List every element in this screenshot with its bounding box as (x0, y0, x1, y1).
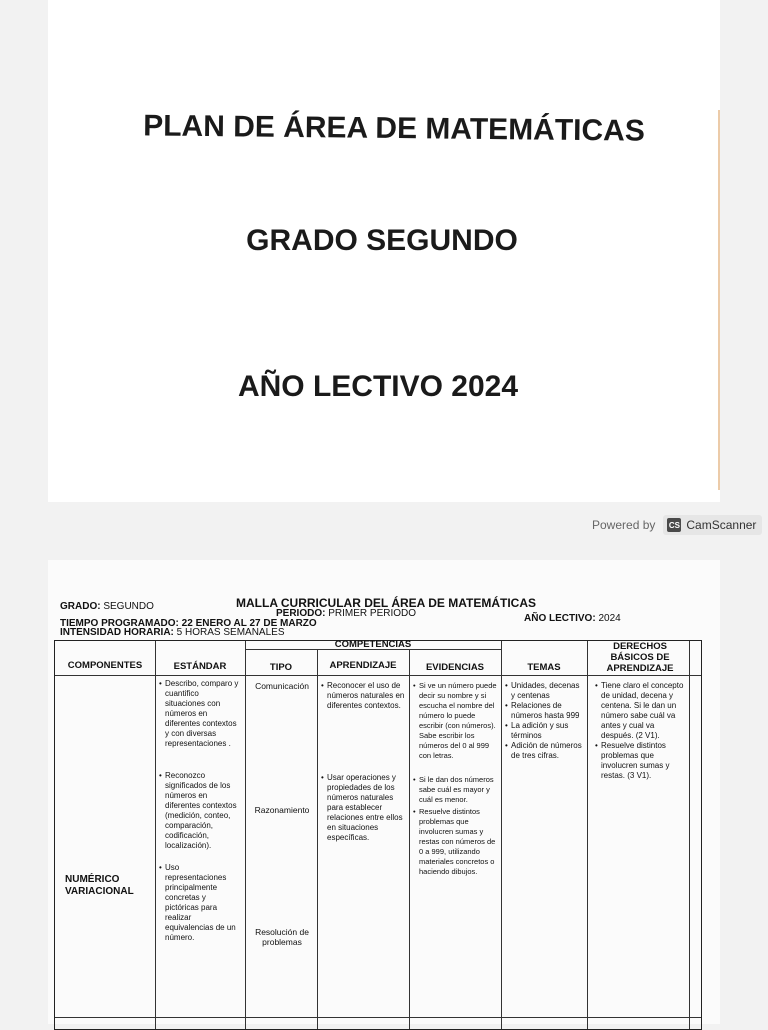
periodo-value: PRIMER PERIODO (328, 608, 417, 619)
header-componentes: COMPONENTES (67, 660, 143, 671)
col-divider (155, 641, 156, 1029)
tiempo-line: TIEMPO PROGRAMADO: 22 ENERO AL 27 DE MARZO (60, 618, 317, 629)
aprendizaje-text: Usar operaciones y propiedades de los números naturales para establecer relaciones entre ellos en situaciones específicas. (327, 773, 403, 842)
grado-label: GRADO: (60, 601, 101, 612)
list-item: • Resuelve distintos problemas que involucren sumas y restas con números de 0 a 999, utilizando materiales concretos o haciendo dibujos. (413, 807, 496, 876)
estandar-cell (159, 679, 241, 945)
temas-cell (505, 681, 585, 761)
curriculum-table (54, 640, 702, 1030)
dba-text: Tiene claro el concepto de unidad, decena y centena. Si le dan un número sabe cuál va antes y cual va después. (2 V1). (601, 681, 684, 740)
evidencias-cell (413, 681, 497, 879)
temas-text: Relaciones de números hasta 999 (511, 701, 580, 720)
header-competencias: COMPETENCIAS (334, 639, 412, 650)
tipo-resolucion: Resolución de problemas (255, 927, 309, 947)
ano-label: AÑO LECTIVO: (524, 613, 596, 624)
row-divider (55, 1017, 701, 1018)
camscanner-badge (663, 515, 762, 535)
estandar-text: Describo, comparo y cuantifico situaciones con números en diferentes contextos y con diversas representaciones . (165, 679, 239, 748)
componente-name: NUMÉRICO VARIACIONAL (65, 874, 134, 897)
camscanner-name: CamScanner (686, 518, 757, 532)
grado-value: SEGUNDO (103, 601, 154, 612)
header-evidencias: EVIDENCIAS (425, 662, 485, 673)
evidencias-text: Si ve un número puede decir su nombre y si escucha el nombre del número lo puede escribir (con números). Sabe escribir los números del 0 al 999 con letras. (419, 681, 497, 760)
list-item: • Describo, comparo y cuantifico situaciones con números en diferentes contextos y con diversas representaciones . (159, 679, 241, 749)
cover-title-area: PLAN DE ÁREA DE MATEMÁTICAS (143, 109, 645, 148)
list-item: • Reconozco significados de los números en diferentes contextos (medición, conteo, comparación, codificación, localización). (159, 771, 241, 851)
camscanner-watermark (592, 512, 762, 538)
powered-by-label: Powered by (592, 518, 656, 532)
list-item: • Uso representaciones principalmente concretas y pictóricas para realizar equivalencias de un número. (159, 863, 241, 943)
intensidad-label: INTENSIDAD HORARIA: (60, 627, 174, 638)
temas-text: Adición de números de tres cifras. (511, 741, 582, 760)
list-item: • Unidades, decenas y centenas (505, 681, 585, 701)
list-item: • Relaciones de números hasta 999 (505, 701, 585, 721)
header-temas: TEMAS (527, 662, 561, 673)
temas-text: Unidades, decenas y centenas (511, 681, 580, 700)
dba-text: Resuelve distintos problemas que involucren sumas y restas. (3 V1). (601, 741, 670, 780)
col-divider (245, 641, 246, 1029)
list-item: • Tiene claro el concepto de unidad, decena y centena. Si le dan un número sabe cuál va antes y cual va después. (2 V1). (595, 681, 684, 740)
camscanner-logo-icon: CS (667, 518, 681, 532)
aprendizaje-cell (321, 681, 405, 845)
list-item: • Resuelve distintos problemas que involucren sumas y restas. (3 V1). (595, 741, 685, 781)
tipo-razonamiento: Razonamiento (254, 805, 310, 815)
list-item: • Si ve un número puede decir su nombre y si escucha el nombre del número lo puede escribir (con números). Sabe escribir los números del 0 al 999 con letras. (413, 681, 497, 760)
col-divider (501, 641, 502, 1029)
list-item: • Si le dan dos números sabe cuál es mayor y cuál es menor. (413, 775, 497, 805)
row-divider (55, 675, 701, 676)
periodo-label: PERIODO: (276, 608, 326, 619)
header-aprendizaje: APRENDIZAJE (329, 660, 397, 671)
list-item: • Reconocer el uso de números naturales en diferentes contextos. (321, 681, 405, 710)
malla-page (48, 560, 720, 1024)
intensidad-line (60, 627, 284, 638)
cover-title-grade: GRADO SEGUNDO (246, 224, 518, 257)
ano-value: 2024 (598, 613, 621, 624)
col-divider (587, 641, 588, 1029)
col-divider (689, 641, 690, 1029)
tipo-comunicacion: Comunicación (255, 681, 309, 691)
aprendizaje-text: Reconocer el uso de números naturales en diferentes contextos. (327, 681, 405, 710)
list-item: • La adición y sus términos (505, 721, 585, 741)
header-estandar: ESTÁNDAR (173, 661, 227, 672)
intensidad-value: 5 HORAS SEMANALES (176, 627, 285, 638)
dba-cell (595, 681, 685, 783)
evidencias-text: Si le dan dos números sabe cuál es mayor y cuál es menor. (419, 775, 494, 804)
malla-title: MALLA CURRICULAR DEL ÁREA DE MATEMÁTICAS (236, 596, 536, 610)
col-divider (409, 649, 410, 1029)
header-tipo: TIPO (269, 662, 293, 673)
estandar-text: Reconozco significados de los números en diferentes contextos (medición, conteo, comparación, codificación, localización). (165, 771, 237, 850)
evidencias-text: Resuelve distintos problemas que involucren sumas y restas con números de 0 a 999, utilizando materiales concretos o haciendo dibujos. (419, 807, 496, 876)
list-item: • Usar operaciones y propiedades de los números naturales para establecer relaciones entre ellos en situaciones específicas. (321, 773, 405, 843)
list-item: • Adición de números de tres cifras. (505, 741, 585, 761)
ano-line (524, 613, 621, 624)
col-divider (317, 649, 318, 1029)
cover-title-year: AÑO LECTIVO 2024 (237, 370, 519, 403)
temas-text: La adición y sus términos (511, 721, 569, 740)
header-dba: DERECHOS BÁSICOS DE APRENDIZAJE (606, 641, 674, 674)
estandar-text: Uso representaciones principalmente concretas y pictóricas para realizar equivalencias de un número. (165, 863, 236, 942)
page-edge-shadow (718, 110, 720, 490)
cover-page (48, 0, 720, 502)
grado-line (60, 601, 154, 612)
